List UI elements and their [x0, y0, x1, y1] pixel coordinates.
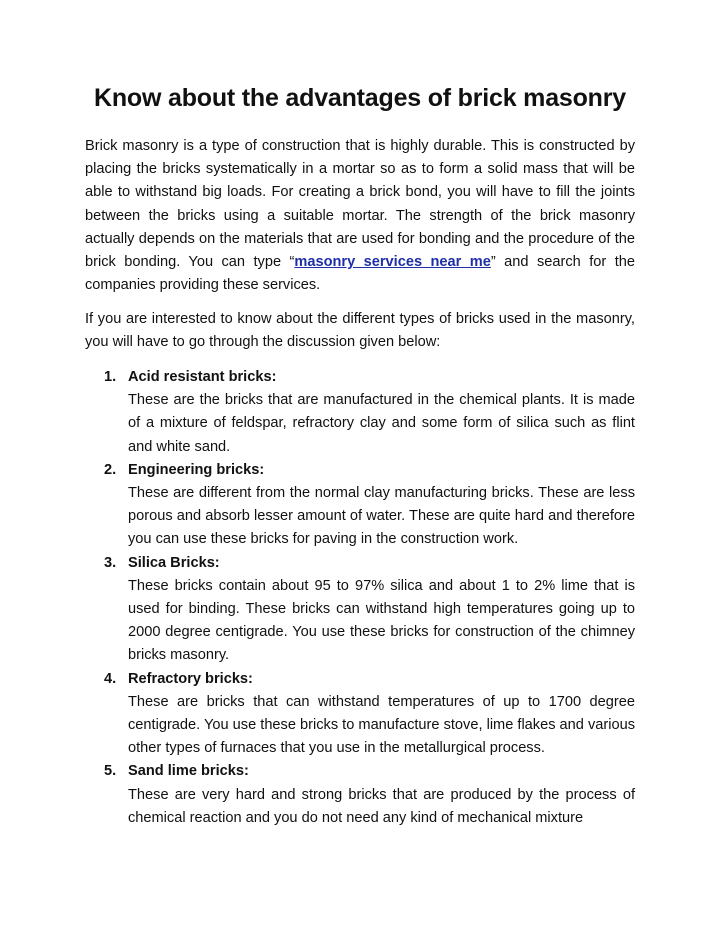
list-item-heading: Engineering bricks: [128, 461, 265, 478]
list-item-body: These are different from the normal clay manufacturing bricks. These are less porous and absorb lesser amount of water. These are quite hard and therefore you can use these bricks for paving in the construction work. [128, 485, 635, 548]
list-item-body: These are very hard and strong bricks that are produced by the process of chemical reaction and you do not need any kind of mechanical mixture [128, 786, 635, 826]
brick-types-list [85, 366, 635, 830]
page-title: Know about the advantages of brick masonry [94, 84, 626, 112]
list-item [85, 552, 635, 668]
list-item-number: 5. [104, 763, 117, 780]
list-item-number: 2. [104, 461, 117, 478]
list-item-body: These are bricks that can withstand temperatures of up to 1700 degree centigrade. You use these bricks to manufacture stove, lime flakes and various other types of furnaces that you use in the metallurgical process. [128, 693, 636, 757]
list-item [85, 760, 635, 830]
list-item-number: 1. [104, 369, 117, 385]
intro-text-after-link: ” and search for the companies providing these services. [85, 254, 635, 294]
list-item [85, 459, 635, 552]
list-item-number: 4. [104, 670, 117, 687]
list-item-number: 3. [104, 554, 117, 571]
list-item-body: These bricks contain about 95 to 97% silica and about 1 to 2% lime that is used for binding. These bricks can withstand high temperatures going up to 2000 degree centigrade. You use these bricks for construction of the chimney bricks masonry. [128, 577, 635, 664]
intro-text-before-link: Brick masonry is a type of construction that is highly durable. This is constructed by placing the bricks systematically in a mortar so as to form a solid mass that will be able to withstand big loads. For creating a brick bond, you will have to fill the joints between the bricks using a suitable mortar. The strength of the brick masonry actually depends on the materials that are used for bonding and the procedure of the brick bonding. You can type “ [85, 138, 635, 271]
list-item [85, 366, 635, 459]
list-item [85, 668, 635, 761]
list-item-heading: Acid resistant bricks: [128, 369, 277, 385]
masonry-services-link[interactable]: masonry services near me [294, 254, 491, 271]
intro-paragraph [85, 135, 635, 297]
lead-in-paragraph: If you are interested to know about the different types of bricks used in the masonry, you will have to go through the discussion given below: [85, 311, 635, 351]
list-item-heading: Sand lime bricks: [128, 763, 249, 780]
list-item-heading: Silica Bricks: [128, 554, 220, 571]
list-item-body: These are the bricks that are manufactured in the chemical plants. It is made of a mixture of feldspar, refractory clay and some form of silica such as flint and white sand. [128, 392, 635, 455]
list-item-heading: Refractory bricks: [128, 670, 253, 687]
